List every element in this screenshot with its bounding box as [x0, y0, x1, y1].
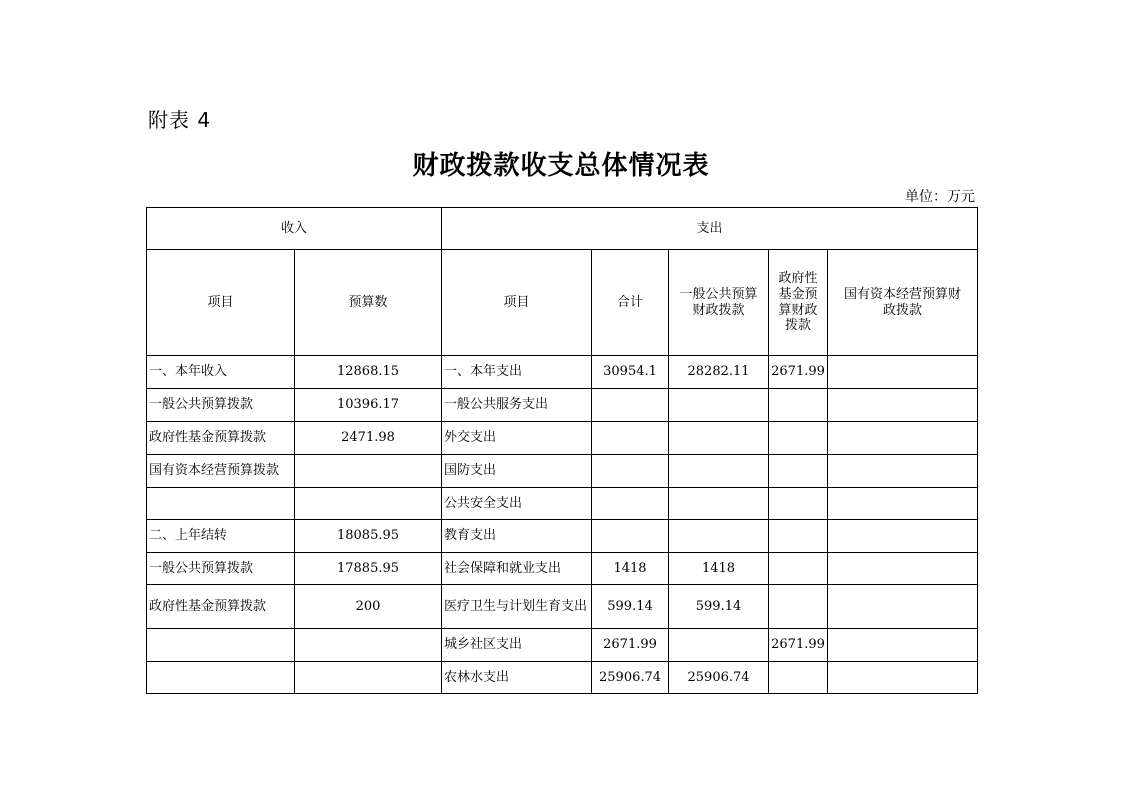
- cell-income-item: [147, 488, 295, 520]
- cell-total: [592, 488, 669, 520]
- table-row: [147, 662, 978, 694]
- cell-state-capital: [828, 585, 978, 629]
- table-row: [147, 356, 978, 389]
- column-header-row: [147, 250, 978, 356]
- cell-state-capital: [828, 553, 978, 585]
- col-header-total: 合计: [592, 250, 669, 356]
- attachment-label: 附表 4: [148, 108, 212, 132]
- cell-general: 599.14: [669, 585, 769, 629]
- cell-expense-item: 外交支出: [442, 422, 592, 455]
- cell-gov-fund: [769, 553, 828, 585]
- cell-gov-fund: [769, 455, 828, 488]
- cell-income-budget: [295, 455, 442, 488]
- group-header-row: [147, 208, 978, 250]
- cell-income-item: 一般公共预算拨款: [147, 553, 295, 585]
- cell-gov-fund: [769, 662, 828, 694]
- cell-expense-item: 教育支出: [442, 520, 592, 553]
- table-row: [147, 389, 978, 422]
- cell-expense-item: 公共安全支出: [442, 488, 592, 520]
- cell-expense-item: 医疗卫生与计划生育支出: [442, 585, 592, 629]
- cell-income-budget: [295, 662, 442, 694]
- cell-general: [669, 455, 769, 488]
- cell-total: 2671.99: [592, 629, 669, 662]
- table-row: [147, 455, 978, 488]
- cell-state-capital: [828, 389, 978, 422]
- cell-income-budget: 2471.98: [295, 422, 442, 455]
- cell-income-budget: [295, 488, 442, 520]
- cell-total: [592, 389, 669, 422]
- cell-general: [669, 488, 769, 520]
- expense-group-header: 支出: [442, 208, 978, 250]
- cell-income-item: [147, 629, 295, 662]
- table-row: [147, 488, 978, 520]
- cell-total: 30954.1: [592, 356, 669, 389]
- cell-general: 28282.11: [669, 356, 769, 389]
- cell-total: 1418: [592, 553, 669, 585]
- cell-income-budget: 200: [295, 585, 442, 629]
- cell-general: [669, 422, 769, 455]
- cell-expense-item: 城乡社区支出: [442, 629, 592, 662]
- cell-income-item: 二、上年结转: [147, 520, 295, 553]
- table-row: [147, 629, 978, 662]
- cell-expense-item: 农林水支出: [442, 662, 592, 694]
- cell-gov-fund: [769, 488, 828, 520]
- cell-income-item: 一、本年收入: [147, 356, 295, 389]
- cell-income-budget: 12868.15: [295, 356, 442, 389]
- cell-gov-fund: [769, 520, 828, 553]
- col-header-income-item: 项目: [147, 250, 295, 356]
- cell-total: [592, 455, 669, 488]
- cell-state-capital: [828, 520, 978, 553]
- cell-total: 599.14: [592, 585, 669, 629]
- cell-gov-fund: [769, 389, 828, 422]
- col-header-expense-item: 项目: [442, 250, 592, 356]
- cell-income-item: 政府性基金预算拨款: [147, 422, 295, 455]
- table-row: [147, 553, 978, 585]
- cell-gov-fund: [769, 422, 828, 455]
- cell-state-capital: [828, 629, 978, 662]
- col-header-gov-fund: 政府性基金预算财政拨款: [769, 250, 828, 356]
- cell-general: 25906.74: [669, 662, 769, 694]
- cell-income-budget: [295, 629, 442, 662]
- cell-income-item: 一般公共预算拨款: [147, 389, 295, 422]
- col-header-state-capital: 国有资本经营预算财政拨款: [828, 250, 978, 356]
- cell-general: [669, 629, 769, 662]
- table-body: [147, 208, 978, 694]
- cell-total: [592, 520, 669, 553]
- table-row: [147, 585, 978, 629]
- cell-general: 1418: [669, 553, 769, 585]
- budget-table: [146, 207, 978, 694]
- table-row: [147, 520, 978, 553]
- cell-general: [669, 520, 769, 553]
- cell-state-capital: [828, 488, 978, 520]
- document-title: 财政拨款收支总体情况表: [412, 151, 710, 181]
- cell-general: [669, 389, 769, 422]
- cell-gov-fund: [769, 585, 828, 629]
- cell-expense-item: 国防支出: [442, 455, 592, 488]
- cell-total: [592, 422, 669, 455]
- col-header-income-budget: 预算数: [295, 250, 442, 356]
- cell-income-item: 国有资本经营预算拨款: [147, 455, 295, 488]
- cell-state-capital: [828, 356, 978, 389]
- cell-income-budget: 10396.17: [295, 389, 442, 422]
- cell-expense-item: 社会保障和就业支出: [442, 553, 592, 585]
- col-header-general: 一般公共预算财政拨款: [669, 250, 769, 356]
- cell-income-budget: 17885.95: [295, 553, 442, 585]
- cell-income-budget: 18085.95: [295, 520, 442, 553]
- unit-label: 单位：万元: [905, 189, 975, 205]
- income-group-header: 收入: [147, 208, 442, 250]
- table-row: [147, 422, 978, 455]
- cell-state-capital: [828, 455, 978, 488]
- cell-gov-fund: 2671.99: [769, 356, 828, 389]
- cell-total: 25906.74: [592, 662, 669, 694]
- cell-state-capital: [828, 662, 978, 694]
- cell-income-item: [147, 662, 295, 694]
- cell-gov-fund: 2671.99: [769, 629, 828, 662]
- cell-expense-item: 一、本年支出: [442, 356, 592, 389]
- cell-expense-item: 一般公共服务支出: [442, 389, 592, 422]
- cell-income-item: 政府性基金预算拨款: [147, 585, 295, 629]
- cell-state-capital: [828, 422, 978, 455]
